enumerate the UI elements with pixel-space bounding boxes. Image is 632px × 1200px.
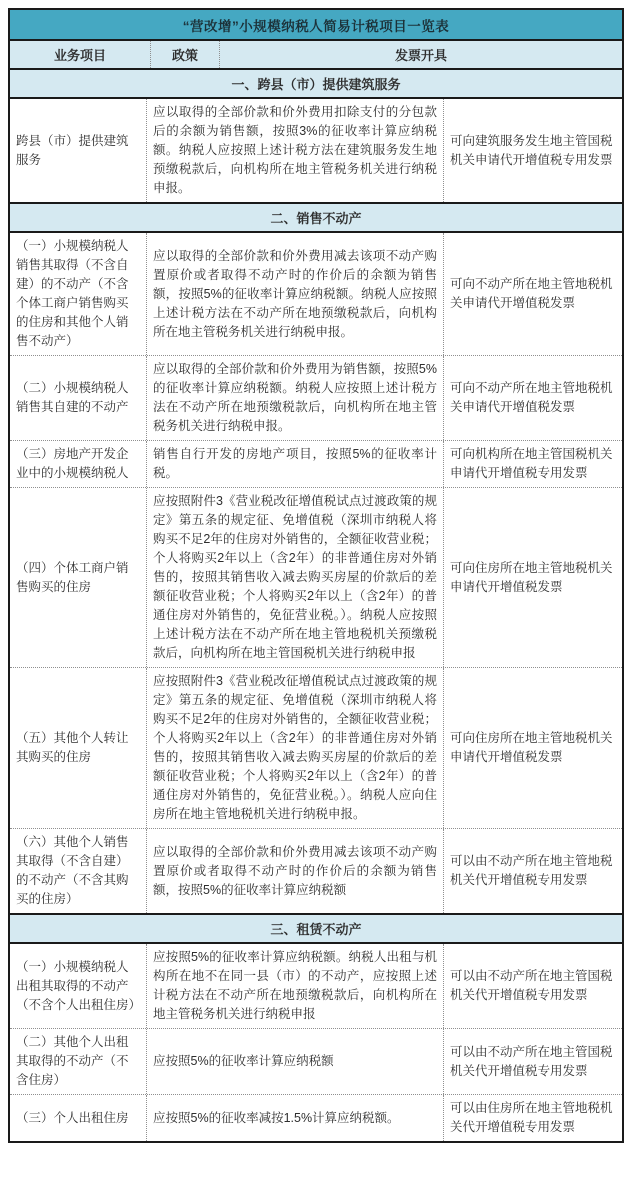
business-item-text: （五）其他个人转让其购买的住房 (16, 731, 129, 764)
invoice-text: 可向建筑服务发生地主管国税机关申请代开增值税专用发票 (450, 133, 613, 167)
business-item-text: （一）小规模纳税人销售其取得（不含自建）的不动产（不含个体工商户销售购买的住房和其他个人销售不动产） (16, 239, 129, 348)
business-item-cell (10, 668, 146, 828)
policy-text: 应按照附件3《营业税改征增值税试点过渡政策的规定》第五条的规定征、免增值税（深圳市纳税人将购买不足2年的住房对外销售的，全额征收营业税；个人将购买2年以上（含2年）的非普通住房对外销售的，按照其销售收入减去购买房屋的价款后的差额征收营业税；个人将购买2年以上（含2年）的普通住房对外销售的，免征营业税。）。纳税人应按照上述计税方法在不动产所在地主管地税机关预缴税款后，向机构所在地主管国税机关进行纳税申报 (153, 494, 437, 660)
invoice-cell (444, 488, 622, 667)
invoice-cell (444, 1095, 622, 1141)
policy-text: 销售自行开发的房地产项目，按照5%的征收率计税。 (153, 447, 437, 480)
column-header-business-item: 业务项目 (53, 48, 106, 63)
section-heading-lease-realestate: 三、租赁不动产 (10, 913, 622, 944)
invoice-text: 可向机构所在地主管国税机关申请代开增值税专用发票 (450, 447, 613, 480)
business-item-cell (10, 944, 146, 1028)
table-row (10, 667, 622, 828)
section-rows-sale-realestate (10, 233, 622, 913)
business-item-text: （三）个人出租住房 (16, 1110, 129, 1125)
invoice-cell (444, 441, 622, 487)
invoice-text: 可以由不动产所在地主管国税机关代开增值税专用发票 (450, 969, 613, 1002)
business-item-text: （一）小规模纳税人出租其取得的不动产（不含个人出租住房） (16, 959, 142, 1012)
table-row (10, 1028, 622, 1094)
table-header-row (10, 41, 622, 68)
invoice-text: 可向住房所在地主管地税机关申请代开增值税发票 (450, 560, 613, 594)
business-item-cell (10, 441, 146, 487)
policy-cell (146, 944, 444, 1028)
table-row (10, 1094, 622, 1141)
policy-text: 应按照5%的征收率计算应纳税额 (153, 1054, 334, 1068)
policy-cell (146, 488, 444, 667)
column-header-policy: 政策 (150, 41, 220, 68)
tax-summary-table (8, 8, 624, 1143)
table-title: “营改增”小规模纳税人简易计税项目一览表 (10, 10, 622, 41)
business-item-text: （六）其他个人销售其取得（不含自建）的不动产（不含其购买的住房） (16, 835, 129, 906)
business-item-cell (10, 233, 146, 355)
business-item-cell (10, 829, 146, 913)
invoice-text: 可以由不动产所在地主管地税机关代开增值税专用发票 (450, 854, 613, 887)
policy-text: 应按照5%的征收率计算应纳税额。纳税人出租与机构所在地不在同一县（市）的不动产，应按照上述计税方法在不动产所在地预缴税款后，向机构所在地主管税务机关进行纳税申报 (153, 950, 437, 1021)
policy-cell (146, 1029, 444, 1094)
policy-cell (146, 356, 444, 440)
table-row (10, 487, 622, 667)
table-row (10, 355, 622, 440)
policy-text: 应以取得的全部价款和价外费用减去该项不动产购置原价或者取得不动产时的作价后的余额为销售额，按照5%的征收率计算应纳税额。纳税人应按照上述计税方法在不动产所在地预缴税款后，向机构所在地主管税务机关进行纳税申报。 (153, 248, 437, 339)
business-item-cell (10, 1095, 146, 1141)
section-heading-sale-realestate: 二、销售不动产 (10, 202, 622, 233)
invoice-cell (444, 829, 622, 913)
policy-cell (146, 99, 444, 202)
business-item-text: （四）个体工商户销售购买的住房 (16, 560, 129, 594)
invoice-text: 可以由住房所在地主管地税机关代开增值税专用发票 (450, 1101, 613, 1134)
invoice-text: 可以由不动产所在地主管国税机关代开增值税专用发票 (450, 1044, 613, 1078)
table-row (10, 233, 622, 355)
table-row (10, 944, 622, 1028)
policy-text: 应按照附件3《营业税改征增值税试点过渡政策的规定》第五条的规定征、免增值税（深圳市纳税人将购买不足2年的住房对外销售的，全额征收营业税；个人将购买2年以上（含2年）的非普通住房对外销售的，按照其销售收入减去购买房屋的价款后的差额征收营业税；个人将购买2年以上（含2年）的普通住房对外销售的，免征营业税。）。纳税人应向住房所在地主管地税机关进行纳税申报。 (153, 674, 437, 821)
invoice-cell (444, 99, 622, 202)
policy-text: 应以取得的全部价款和价外费用减去该项不动产购置原价或者取得不动产时的作价后的余额为销售额，按照5%的征收率计算应纳税额 (153, 844, 437, 897)
business-item-text: （二）小规模纳税人销售其自建的不动产 (16, 381, 129, 414)
table-row (10, 828, 622, 913)
section-rows-construction (10, 99, 622, 202)
business-item-cell (10, 488, 146, 667)
invoice-cell (444, 233, 622, 355)
invoice-cell (444, 1029, 622, 1094)
business-item-cell (10, 356, 146, 440)
policy-cell (146, 1095, 444, 1141)
business-item-cell (10, 99, 146, 202)
invoice-text: 可向不动产所在地主管地税机关申请代开增值税发票 (450, 277, 613, 310)
invoice-cell (444, 668, 622, 828)
policy-text: 应以取得的全部价款和价外费用扣除支付的分包款后的余额为销售额，按照3%的征收率计算应纳税额。纳税人应按照上述计税方法在建筑服务发生地预缴税款后，向机构所在地主管税务机关进行纳税申报。 (153, 105, 437, 195)
section-heading-construction: 一、跨县（市）提供建筑服务 (10, 68, 622, 99)
invoice-cell (444, 356, 622, 440)
policy-text: 应按照5%的征收率减按1.5%计算应纳税额。 (153, 1110, 400, 1125)
invoice-cell (444, 944, 622, 1028)
policy-cell (146, 829, 444, 913)
table-row (10, 440, 622, 487)
policy-cell (146, 668, 444, 828)
table-row (10, 99, 622, 202)
business-item-text: （二）其他个人出租其取得的不动产（不含住房） (16, 1035, 129, 1087)
column-header-invoice: 发票开具 (394, 48, 447, 63)
section-rows-lease-realestate (10, 944, 622, 1141)
business-item-text: 跨县（市）提供建筑服务 (16, 133, 129, 167)
business-item-text: （三）房地产开发企业中的小规模纳税人 (16, 447, 129, 480)
invoice-text: 可向住房所在地主管地税机关申请代开增值税发票 (450, 731, 613, 764)
policy-cell (146, 233, 444, 355)
business-item-cell (10, 1029, 146, 1094)
policy-text: 应以取得的全部价款和价外费用为销售额，按照5%的征收率计算应纳税额。纳税人应按照上述计税方法在不动产所在地预缴税款后，向机构所在地主管税务机关进行纳税申报。 (153, 362, 437, 433)
policy-cell (146, 441, 444, 487)
invoice-text: 可向不动产所在地主管地税机关申请代开增值税发票 (450, 381, 613, 414)
